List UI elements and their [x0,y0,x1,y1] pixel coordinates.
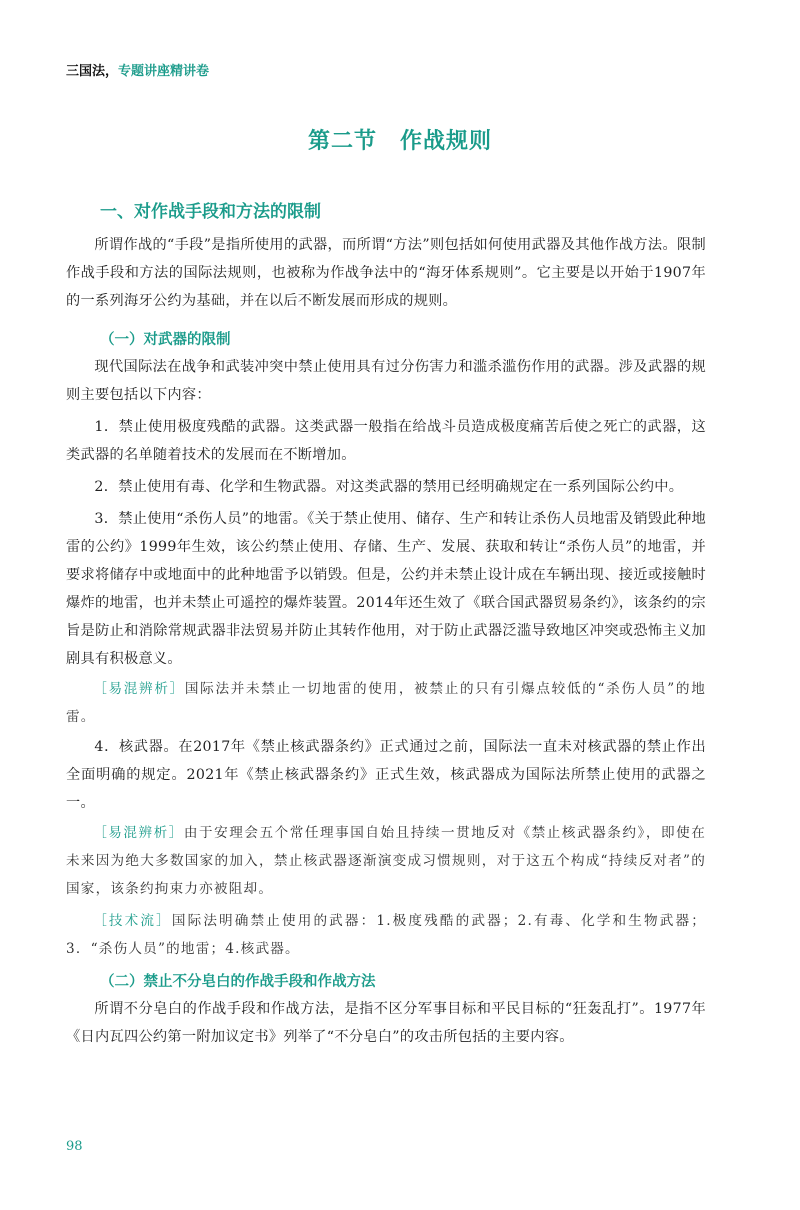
list-item-4: 4．核武器。在2017年《禁止核武器条约》正式通过之前，国际法一直未对核武器的禁止作出全面明确的规定。2021年《禁止核武器条约》正式生效，核武器成为国际法所禁止使用的武器之一。 [66,739,706,811]
book-subtitle: 专题讲座精讲卷 [118,64,210,79]
note-technique [66,907,706,963]
header-separator: ， [105,64,119,79]
heading-restrictions: 一、对作战手段和方法的限制 [100,202,321,222]
book-brand: 三国法 [66,64,106,79]
note-easy-confusion-1 [66,675,706,731]
note-easy-confusion-2 [66,819,706,903]
list-item-1: 1．禁止使用极度残酷的武器。这类武器一般指在给战斗员造成极度痛苦后使之死亡的武器，这类武器的名单随着技术的发展而在不断增加。 [66,419,706,463]
page-number: 98 [66,1139,83,1154]
body-block-2 [66,327,706,1051]
note-tag: ［易混辨析］ [93,681,185,697]
note-text: 国际法并未禁止一切地雷的使用，被禁止的只有引爆点较低的“杀伤人员”的地雷。 [66,681,706,725]
note-text: 由于安理会五个常任理事国自始且持续一贯地反对《禁止核武器条约》，即使在未来因为绝大多数国家的加入，禁止核武器逐渐演变成习惯规则，对于这五个构成“持续反对者”的国家，该条约拘束力亦被阻却。 [66,825,707,897]
running-header [66,60,209,79]
section-title: 第二节 作战规则 [307,129,492,154]
note-tag: ［技术流］ [93,913,172,929]
heading-indiscriminate: （二）禁止不分皂白的作战手段和作战方法 [100,974,376,990]
paragraph-weapons: 现代国际法在战争和武装冲突中禁止使用具有过分伤害力和滥杀滥伤作用的武器。涉及武器的规则主要包括以下内容： [66,359,706,403]
paragraph-intro: 所谓作战的“手段”是指所使用的武器，而所谓“方法”则包括如何使用武器及其他作战方法。限制作战手段和方法的国际法规则，也被称为作战争法中的“海牙体系规则”。它主要是以开始于1907年的一系列海牙公约为基础，并在以后不断发展而形成的规则。 [66,237,706,309]
list-item-3: 3．禁止使用“杀伤人员”的地雷。《关于禁止使用、储存、生产和转让杀伤人员地雷及销毁此种地雷的公约》1999年生效，该公约禁止使用、存储、生产、发展、获取和转让“杀伤人员”的地雷，并要求将储存中或地面中的此种地雷予以销毁。但是，公约并未禁止设计成在车辆出现、接近或接触时爆炸的地雷，也并未禁止可遥控的爆炸装置。2014年还生效了《联合国武器贸易条约》，该条约的宗旨是防止和消除常规武器非法贸易并防止其转作他用，对于防止武器泛滥导致地区冲突或恐怖主义加剧具有积极意义。 [66,511,706,667]
body-block-1 [66,231,706,315]
note-tag: ［易混辨析］ [93,825,184,841]
note-text: 国际法明确禁止使用的武器：1.极度残酷的武器；2.有毒、化学和生物武器；3．“杀伤人员”的地雷；4.核武器。 [66,913,707,957]
paragraph-indiscriminate: 所谓不分皂白的作战手段和作战方法，是指不区分军事目标和平民目标的“狂轰乱打”。1977年《日内瓦四公约第一附加议定书》列举了“不分皂白”的攻击所包括的主要内容。 [66,1001,706,1045]
list-item-2: 2．禁止使用有毒、化学和生物武器。对这类武器的禁用已经明确规定在一系列国际公约中。 [94,479,684,495]
heading-weapons: （一）对武器的限制 [100,332,231,348]
